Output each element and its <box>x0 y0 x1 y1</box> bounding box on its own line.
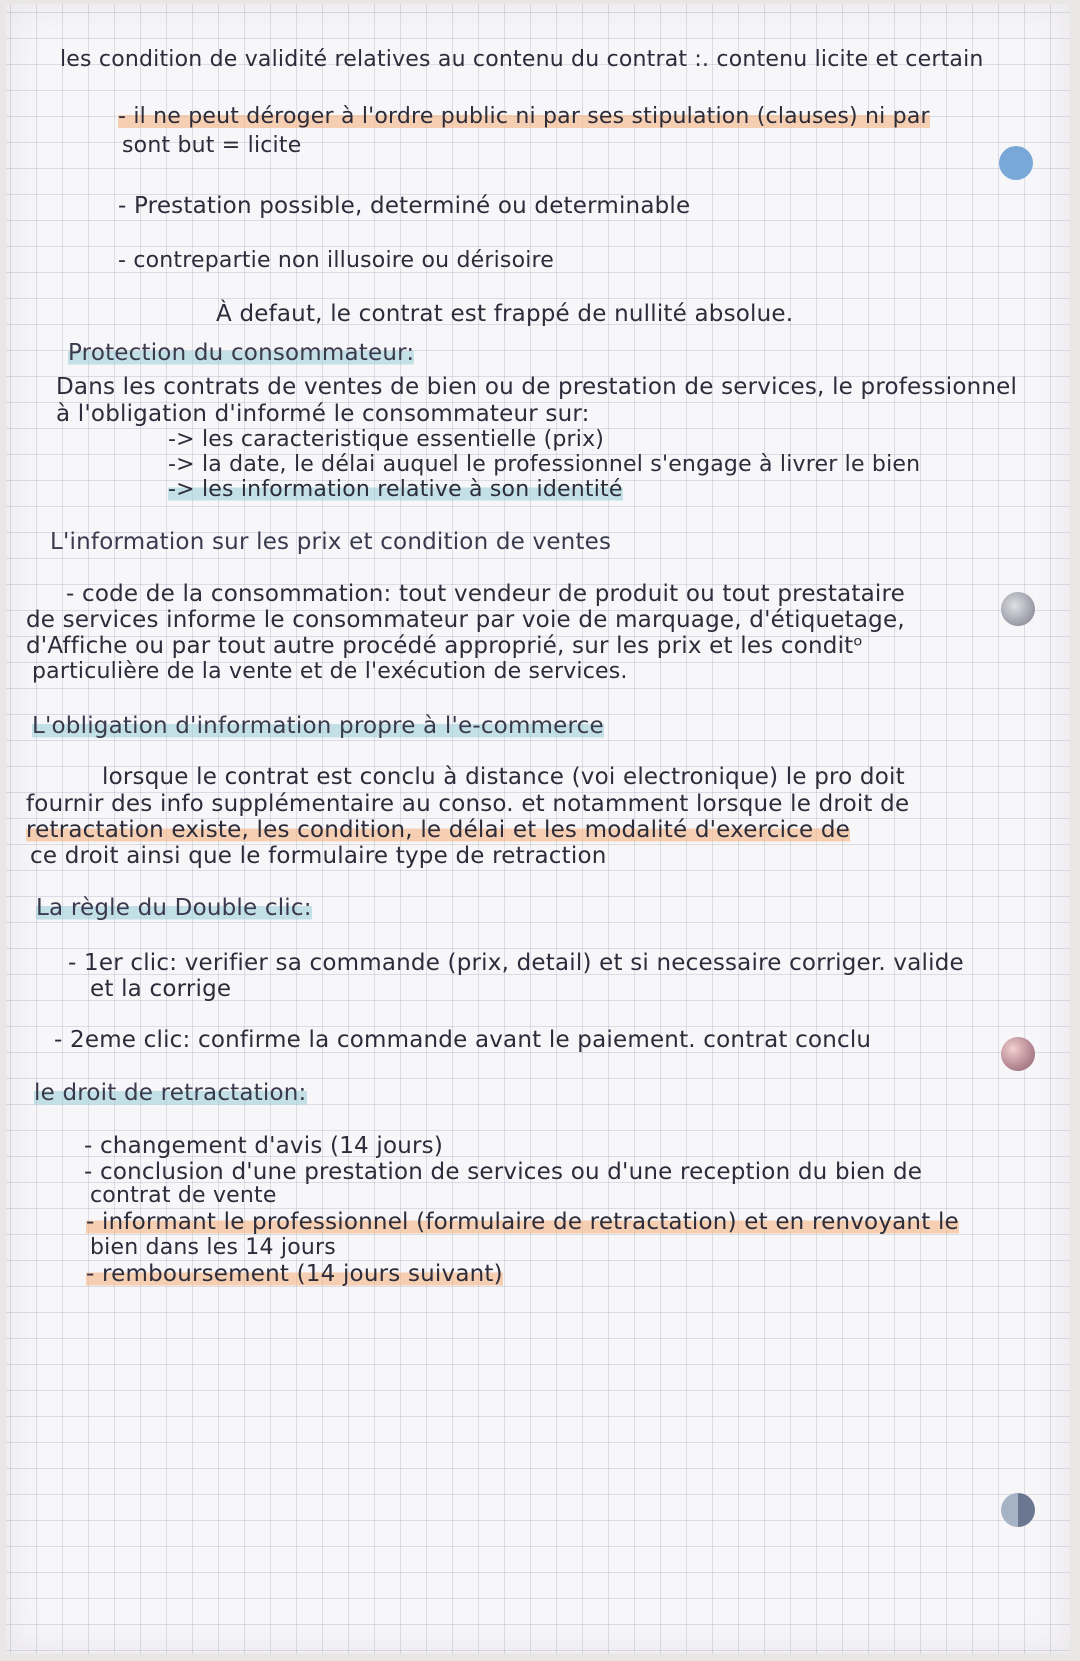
line-validity-conditions: les condition de validité relatives au contenu du contrat :. contenu licite et certain <box>60 47 984 72</box>
line-absolute-nullity: À defaut, le contrat est frappé de nullité absolue. <box>216 301 794 327</box>
heading-consumer-protection-text: Protection du consommateur: <box>68 340 415 366</box>
line-possible-service: - Prestation possible, determiné ou determinable <box>118 193 691 219</box>
list-item-second-click: - 2eme clic: confirme la commande avant le paiement. contrat conclu <box>54 1027 872 1053</box>
list-item-informing-text: - informant le professionnel (formulaire de retractation) et en renvoyant le <box>86 1209 959 1235</box>
list-item-identity <box>168 476 623 504</box>
list-item-identity-text: -> les information relative à son identité <box>168 477 623 502</box>
list-item-refund <box>86 1260 503 1288</box>
line-public-order-text: - il ne peut déroger à l'ordre public ni par ses stipulation (clauses) ni par <box>118 104 930 129</box>
line-extra-info: fournir des info supplémentaire au conso. et notamment lorsque le droit de <box>26 791 910 817</box>
list-item-change-mind: - changement d'avis (14 jours) <box>84 1133 444 1159</box>
list-item-refund-text: - remboursement (14 jours suivant) <box>86 1261 503 1287</box>
list-item-delivery-date: -> la date, le délai auquel le professionnel s'engage à livrer le bien <box>168 452 921 477</box>
heading-consumer-protection <box>68 339 414 367</box>
list-item-characteristics: -> les caracteristique essentielle (prix) <box>168 427 605 452</box>
line-services-inform: de services informe le consommateur par voie de marquage, d'étiquetage, <box>26 607 905 633</box>
heading-retraction-right-text: le droit de retractation: <box>34 1080 307 1106</box>
line-sale-contract: contrat de vente <box>90 1183 277 1208</box>
heading-ecommerce <box>32 712 604 740</box>
notebook-page <box>6 4 1070 1654</box>
heading-double-click <box>36 894 312 922</box>
list-item-first-click: - 1er clic: verifier sa commande (prix, detail) et si necessaire corriger. valide <box>68 950 964 976</box>
list-item-conclusion: - conclusion d'une prestation de services ou d'une reception du bien de <box>84 1159 923 1185</box>
heading-double-click-text: La règle du Double clic: <box>36 895 312 921</box>
binder-hole-sticker-grey <box>1001 592 1035 626</box>
line-fourteen-days: bien dans les 14 jours <box>90 1235 336 1260</box>
line-distance-contract: lorsque le contrat est conclu à distance (voi electronique) le pro doit <box>102 764 905 790</box>
binder-hole-sticker-pink <box>1001 1037 1035 1071</box>
line-form-type: ce droit ainsi que le formulaire type de retraction <box>30 843 607 869</box>
line-contracts-sales: Dans les contrats de ventes de bien ou de prestation de services, le professionnel <box>56 374 1018 400</box>
line-information-duty: à l'obligation d'informé le consommateur sur: <box>56 401 590 427</box>
line-licit-purpose: sont but = licite <box>122 133 302 158</box>
line-consumer-code: - code de la consommation: tout vendeur de produit ou tout prestataire <box>66 581 905 607</box>
heading-ecommerce-text: L'obligation d'information propre à l'e-commerce <box>32 713 604 739</box>
line-first-click-cont: et la corrige <box>90 976 232 1002</box>
line-display-process: d'Affiche ou par tout autre procédé approprié, sur les prix et les conditᵒ <box>26 633 864 659</box>
heading-retraction-right <box>34 1079 307 1107</box>
binder-hole-sticker-blue <box>999 146 1033 180</box>
line-retraction-exists-text: retractation existe, les condition, le délai et les modalité d'exercice de <box>26 817 851 843</box>
line-particular-sale: particulière de la vente et de l'exécution de services. <box>32 659 628 684</box>
binder-hole-sticker-split <box>1001 1493 1035 1527</box>
line-counterpart: - contrepartie non illusoire ou dérisoire <box>118 248 555 273</box>
line-retraction-exists <box>26 816 850 844</box>
line-public-order <box>118 103 930 131</box>
heading-price-info: L'information sur les prix et condition de ventes <box>50 529 612 555</box>
list-item-informing <box>86 1208 959 1236</box>
